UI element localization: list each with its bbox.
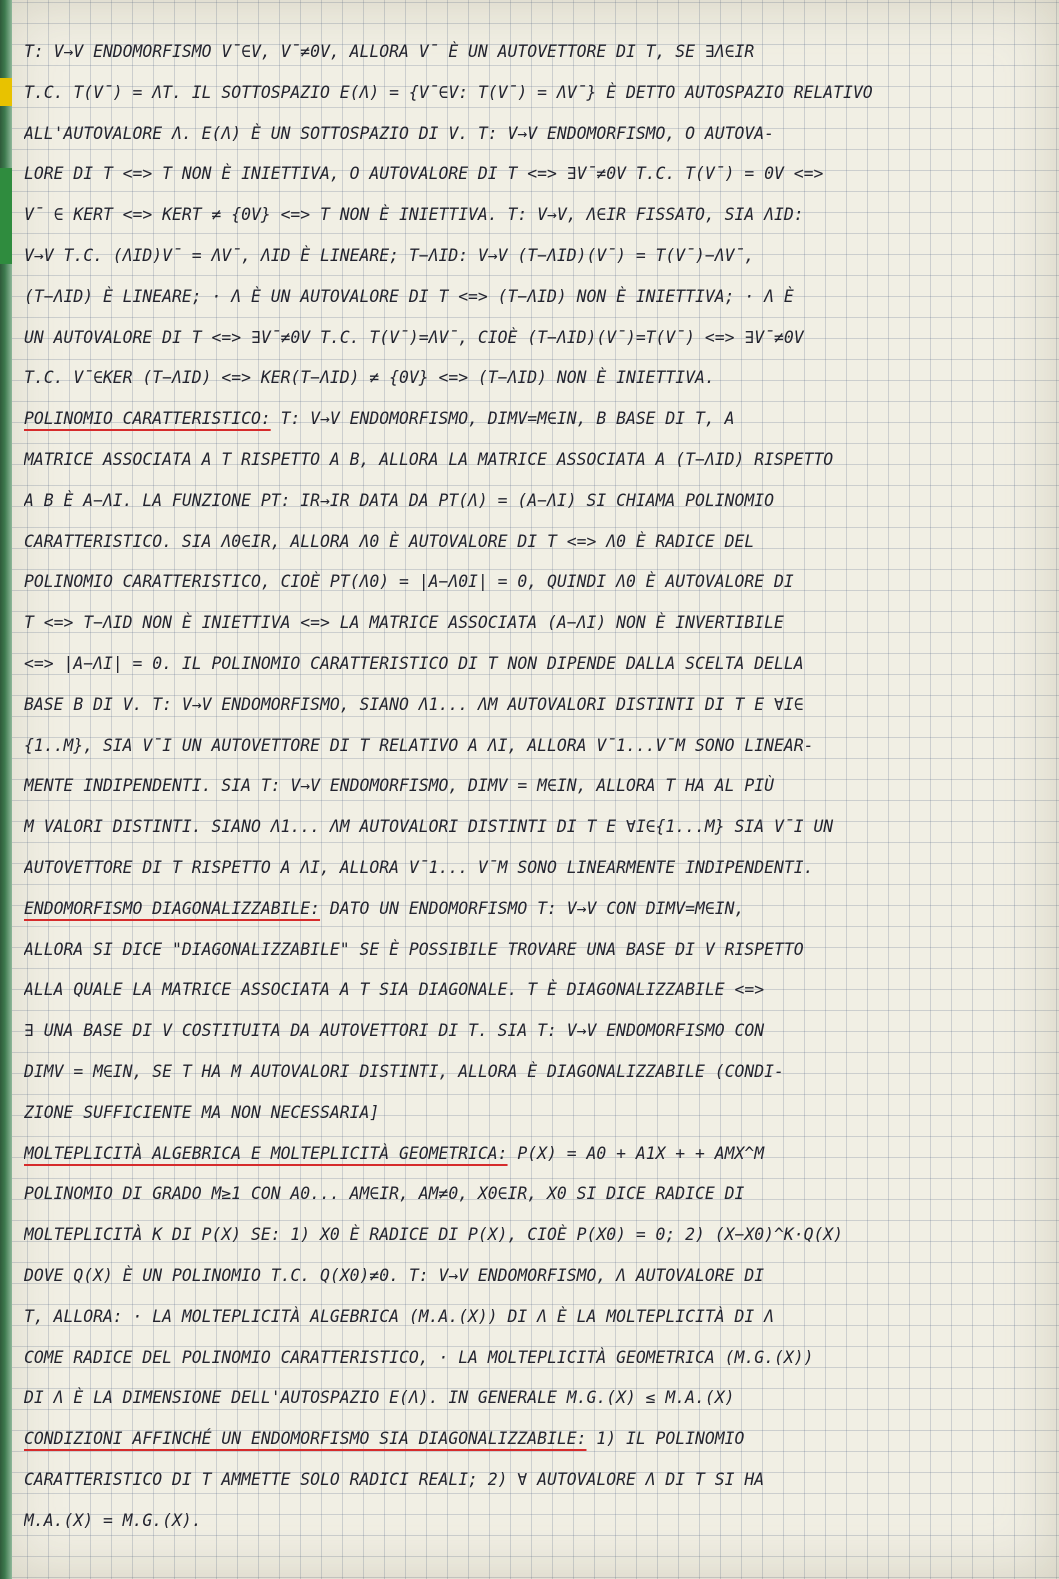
section-heading: MOLTEPLICITÀ ALGEBRICA E MOLTEPLICITÀ GEOMETRICA: — [24, 1144, 508, 1163]
note-line — [24, 1299, 1044, 1335]
note-text: POLINOMIO DI GRADO M≥1 CON A0... AM∈IR, AM≠0, X0∈IR, X0 SI DICE RADICE DI — [24, 1184, 745, 1203]
section-heading: CONDIZIONI AFFINCHÉ UN ENDOMORFISMO SIA DIAGONALIZZABILE: — [24, 1429, 587, 1448]
note-text: (T−ΛID) È LINEARE; · Λ È UN AUTOVALORE DI T <=> (T−ΛID) NON È INIETTIVA; · Λ È — [24, 287, 794, 306]
note-text: T: V→V ENDOMORFISMO, DIMV=M∈IN, B BASE DI T, A — [270, 409, 735, 428]
note-line — [24, 1054, 1044, 1090]
note-text: <=> |A−ΛI| = 0. IL POLINOMIO CARATTERISTICO DI T NON DIPENDE DALLA SCELTA DELLA — [24, 654, 804, 673]
note-line — [24, 279, 1044, 315]
handwritten-notes — [24, 0, 1044, 1579]
section-heading: ENDOMORFISMO DIAGONALIZZABILE: — [24, 899, 321, 918]
note-line — [24, 1380, 1044, 1416]
binding-strip — [0, 0, 12, 1579]
note-text: AUTOVETTORE DI T RISPETTO A ΛI, ALLORA V̄1... V̄M SONO LINEARMENTE INDIPENDENTI. — [24, 858, 814, 877]
note-text: {1..M}, SIA V̄I UN AUTOVETTORE DI T RELATIVO A ΛI, ALLORA V̄1...V̄M SONO LINEAR- — [24, 736, 814, 755]
note-text: M.A.(X) = M.G.(X). — [24, 1511, 202, 1530]
note-text: M VALORI DISTINTI. SIANO Λ1... ΛM AUTOVALORI DISTINTI DI T E ∀I∈{1...M} SIA V̄I UN — [24, 817, 834, 836]
note-text: DATO UN ENDOMORFISMO T: V→V CON DIMV=M∈IN, — [320, 899, 745, 918]
note-line-with-heading — [24, 1421, 1044, 1457]
note-line — [24, 34, 1044, 70]
note-line-with-heading — [24, 1136, 1044, 1172]
note-text: BASE B DI V. T: V→V ENDOMORFISMO, SIANO Λ1... ΛM AUTOVALORI DISTINTI DI T E ∀I∈ — [24, 695, 804, 714]
note-line-with-heading — [24, 891, 1044, 927]
note-line — [24, 768, 1044, 804]
note-line — [24, 442, 1044, 478]
note-line — [24, 1340, 1044, 1376]
note-text: MATRICE ASSOCIATA A T RISPETTO A B, ALLORA LA MATRICE ASSOCIATA A (T−ΛID) RISPETTO — [24, 450, 834, 469]
note-text: ∃ UNA BASE DI V COSTITUITA DA AUTOVETTORI DI T. SIA T: V→V ENDOMORFISMO CON — [24, 1021, 765, 1040]
binding-tab-green — [0, 168, 12, 264]
note-text: ALLORA SI DICE "DIAGONALIZZABILE" SE È POSSIBILE TROVARE UNA BASE DI V RISPETTO — [24, 940, 804, 959]
note-line — [24, 1503, 1044, 1539]
note-text: V→V T.C. (ΛID)V̄ = ΛV̄, ΛID È LINEARE; T−ΛID: V→V (T−ΛID)(V̄) = T(V̄)−ΛV̄, — [24, 246, 755, 265]
note-text: T <=> T−ΛID NON È INIETTIVA <=> LA MATRICE ASSOCIATA (A−ΛI) NON È INVERTIBILE — [24, 613, 784, 632]
note-line-with-heading — [24, 401, 1044, 437]
note-line — [24, 1176, 1044, 1212]
note-line — [24, 360, 1044, 396]
note-text: POLINOMIO CARATTERISTICO, CIOÈ PT(Λ0) = |A−Λ0I| = 0, QUINDI Λ0 È AUTOVALORE DI — [24, 572, 794, 591]
note-line — [24, 156, 1044, 192]
note-text: MOLTEPLICITÀ K DI P(X) SE: 1) X0 È RADICE DI P(X), CIOÈ P(X0) = 0; 2) (X−X0)^K·Q(X) — [24, 1225, 844, 1244]
note-line — [24, 932, 1044, 968]
note-text: ZIONE SUFFICIENTE MA NON NECESSARIA] — [24, 1103, 380, 1122]
note-line — [24, 687, 1044, 723]
note-line — [24, 1258, 1044, 1294]
note-line — [24, 238, 1044, 274]
note-text: T.C. T(V̄) = ΛT. IL SOTTOSPAZIO E(Λ) = {V̄∈V: T(V̄) = ΛV̄} È DETTO AUTOSPAZIO RELATIVO — [24, 83, 873, 102]
note-line — [24, 564, 1044, 600]
note-line — [24, 850, 1044, 886]
note-line — [24, 1462, 1044, 1498]
note-text: DOVE Q(X) È UN POLINOMIO T.C. Q(X0)≠0. T: V→V ENDOMORFISMO, Λ AUTOVALORE DI — [24, 1266, 765, 1285]
note-text: T: V→V ENDOMORFISMO V̄∈V, V̄≠0V, ALLORA V̄ È UN AUTOVETTORE DI T, SE ∃Λ∈IR — [24, 42, 755, 61]
note-text: MENTE INDIPENDENTI. SIA T: V→V ENDOMORFISMO, DIMV = M∈IN, ALLORA T HA AL PIÙ — [24, 776, 774, 795]
note-text: CARATTERISTICO. SIA Λ0∈IR, ALLORA Λ0 È AUTOVALORE DI T <=> Λ0 È RADICE DEL — [24, 532, 755, 551]
note-line — [24, 1217, 1044, 1253]
note-text: UN AUTOVALORE DI T <=> ∃V̄≠0V T.C. T(V̄)=ΛV̄, CIOÈ (T−ΛID)(V̄)=T(V̄) <=> ∃V̄≠0V — [24, 328, 804, 347]
note-text: 1) IL POLINOMIO — [586, 1429, 745, 1448]
note-text: DIMV = M∈IN, SE T HA M AUTOVALORI DISTINTI, ALLORA È DIAGONALIZZABILE (CONDI- — [24, 1062, 784, 1081]
note-text: CARATTERISTICO DI T AMMETTE SOLO RADICI REALI; 2) ∀ AUTOVALORE Λ DI T SI HA — [24, 1470, 765, 1489]
note-line — [24, 483, 1044, 519]
note-text: T, ALLORA: · LA MOLTEPLICITÀ ALGEBRICA (M.A.(X)) DI Λ È LA MOLTEPLICITÀ DI Λ — [24, 1307, 774, 1326]
note-line — [24, 1013, 1044, 1049]
note-line — [24, 1095, 1044, 1131]
note-text: A B È A−ΛI. LA FUNZIONE PT: IR→IR DATA DA PT(Λ) = (A−ΛI) SI CHIAMA POLINOMIO — [24, 491, 774, 510]
note-line — [24, 197, 1044, 233]
note-text: DI Λ È LA DIMENSIONE DELL'AUTOSPAZIO E(Λ). IN GENERALE M.G.(X) ≤ M.A.(X) — [24, 1388, 735, 1407]
note-line — [24, 809, 1044, 845]
note-line — [24, 605, 1044, 641]
binding-tab-yellow — [0, 78, 12, 106]
note-text: ALL'AUTOVALORE Λ. E(Λ) È UN SOTTOSPAZIO DI V. T: V→V ENDOMORFISMO, O AUTOVA- — [24, 124, 774, 143]
note-text: P(X) = A0 + A1X + + AMX^M — [507, 1144, 765, 1163]
note-text: LORE DI T <=> T NON È INIETTIVA, O AUTOVALORE DI T <=> ∃V̄≠0V T.C. T(V̄) = 0V <=> — [24, 164, 824, 183]
note-line — [24, 320, 1044, 356]
note-text: COME RADICE DEL POLINOMIO CARATTERISTICO, · LA MOLTEPLICITÀ GEOMETRICA (M.G.(X)) — [24, 1348, 814, 1367]
note-text: ALLA QUALE LA MATRICE ASSOCIATA A T SIA DIAGONALE. T È DIAGONALIZZABILE <=> — [24, 980, 765, 999]
note-line — [24, 116, 1044, 152]
note-text: V̄ ∈ KERT <=> KERT ≠ {0V} <=> T NON È INIETTIVA. T: V→V, Λ∈IR FISSATO, SIA ΛID: — [24, 205, 804, 224]
note-line — [24, 972, 1044, 1008]
section-heading: POLINOMIO CARATTERISTICO: — [24, 409, 271, 428]
note-line — [24, 524, 1044, 560]
note-line — [24, 75, 1044, 111]
note-text: T.C. V̄∈KER (T−ΛID) <=> KER(T−ΛID) ≠ {0V} <=> (T−ΛID) NON È INIETTIVA. — [24, 368, 715, 387]
note-line — [24, 728, 1044, 764]
note-line — [24, 646, 1044, 682]
